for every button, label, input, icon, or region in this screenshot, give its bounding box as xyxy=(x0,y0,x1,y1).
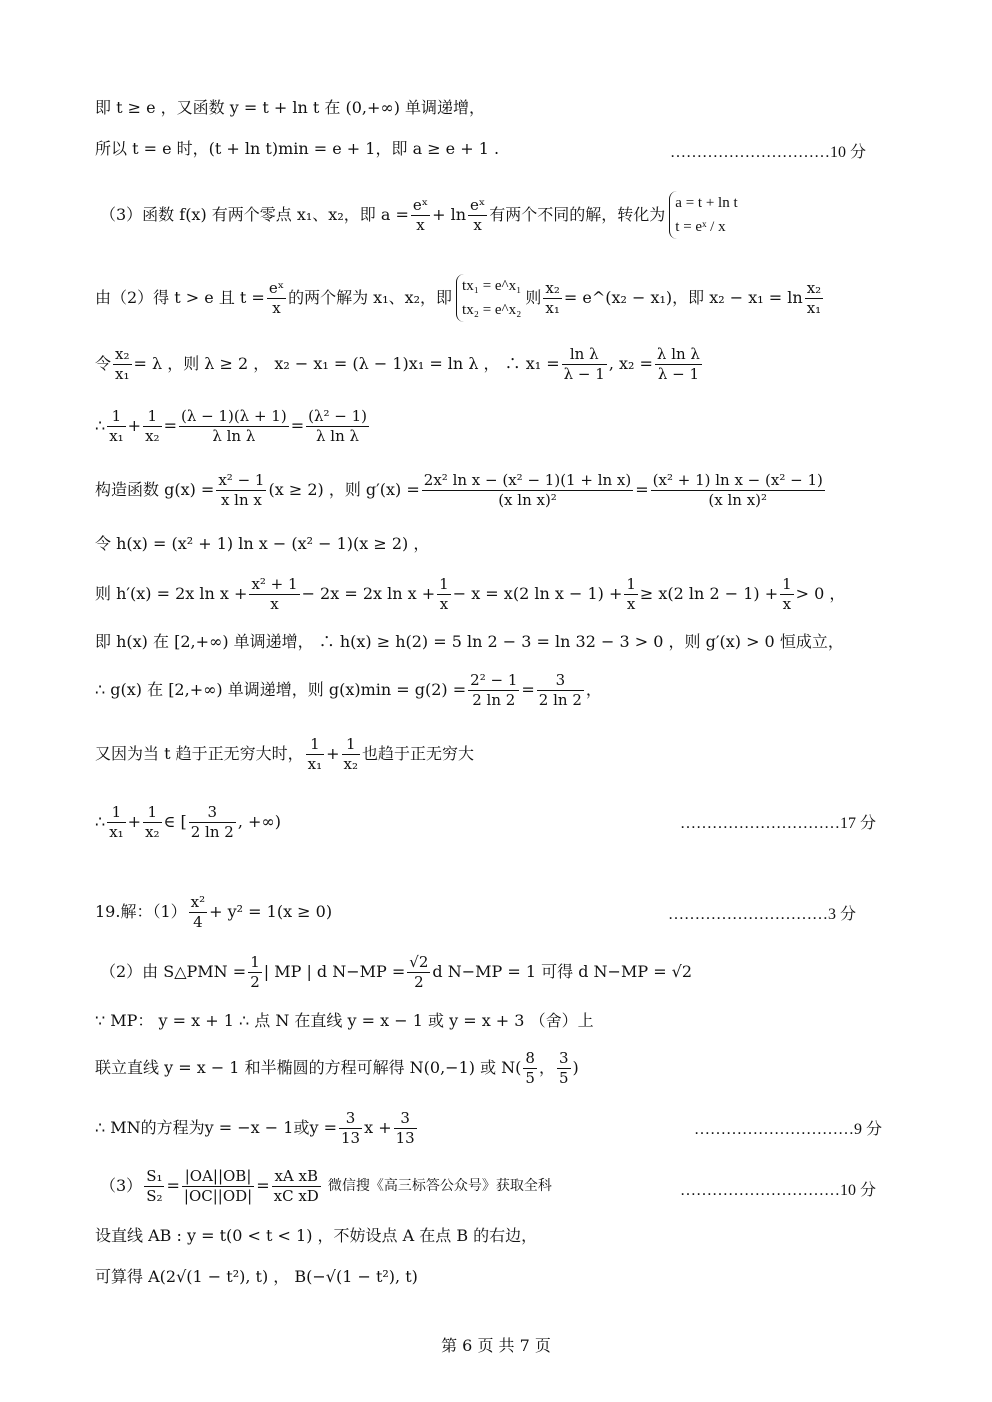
line-12 xyxy=(95,732,474,776)
fraction: $\frac{\text{ln λ}}{\lambda - 1}$ xyxy=(563,344,605,383)
line-19-3 xyxy=(95,1010,594,1032)
fraction: $\frac{\text{2² − 1}}{2 \ln 2}$ xyxy=(470,670,518,709)
fraction: $\frac{1}{\text{x₁}}$ xyxy=(109,406,124,445)
line-5 xyxy=(95,342,704,386)
fraction: $\frac{\text{x₂}}{\text{x₁}}$ xyxy=(806,278,822,317)
comma: ， xyxy=(585,680,602,699)
line-11 xyxy=(95,668,602,712)
plus: + xyxy=(326,744,340,763)
eq: = xyxy=(563,288,578,307)
ln: ln xyxy=(450,205,467,224)
text: d N−MP = 1 可得 d N−MP = √2 xyxy=(432,962,693,981)
text: 所以 t = e 时，(t + ln t)min = e + 1，即 a ≥ e + 1 . xyxy=(95,139,500,158)
text: 令 xyxy=(95,354,112,373)
line-3 xyxy=(100,180,742,250)
text: ∴ MN的方程为y = −x − 1或y = xyxy=(95,1118,337,1137)
line-7 xyxy=(95,468,827,512)
text: ∵ MP： y = x + 1 ∴ 点 N 在直线 y = x − 1 或 y = x + 3 （舍）上 xyxy=(95,1011,594,1030)
text: ) xyxy=(572,1058,579,1077)
text: 19.解：（1） xyxy=(95,902,187,921)
fraction: $\frac{\text{x₂}}{\text{x₁}}$ xyxy=(545,278,560,317)
line-1 xyxy=(95,97,485,119)
fraction: $\frac{\text{x² − 1}}{\text{x ln x}}$ xyxy=(218,470,265,509)
text: 即 h(x) 在 [2,+∞) 单调递增， ∴ h(x) ≥ h(2) = 5 ln 2 − 3 = ln 32 − 3 > 0 ，则 g′(x) > 0 恒成立， xyxy=(95,632,844,651)
eq: = xyxy=(256,1176,270,1195)
fraction: $\frac{\text{λ ln λ}}{\lambda - 1}$ xyxy=(656,344,700,383)
text: 构造函数 g(x) = xyxy=(95,480,215,499)
fraction: $\frac{\text{x² + 1}}{x}$ xyxy=(251,574,298,613)
fraction: $\frac{3}{13}$ xyxy=(395,1108,415,1147)
eq: = xyxy=(521,680,535,699)
fraction: $\frac{\text{eˣ}}{x}$ xyxy=(412,195,429,234)
fraction: $\frac{\text{2x² ln x − (x² − 1)(1 + ln x)}}{\text{(x ln x)²}}$ xyxy=(423,470,632,509)
line-19-8 xyxy=(95,1266,418,1288)
text: 有两个不同的解，转化为 xyxy=(489,205,666,224)
text: (x ≥ 2) ，则 g′(x) = xyxy=(268,480,420,499)
wechat-note: 微信搜《高三标答公众号》获取全科 xyxy=(327,1178,552,1194)
fraction: $\frac{3}{5}$ xyxy=(558,1048,569,1087)
line-19-6 xyxy=(100,1164,552,1208)
text: ∈ [ xyxy=(163,812,187,831)
text: − 2x = 2x ln x + xyxy=(301,584,436,603)
text: 则 xyxy=(525,288,542,307)
fraction: $\frac{3}{2 \ln 2}$ xyxy=(538,670,582,709)
comma: ， xyxy=(538,1058,555,1077)
text: , x₂ = xyxy=(608,354,653,373)
fraction: $\frac{8}{5}$ xyxy=(525,1048,535,1087)
text: （3） xyxy=(100,1176,143,1195)
fraction: $\frac{1}{x}$ xyxy=(782,574,792,613)
fraction: $\frac{1}{x}$ xyxy=(439,574,449,613)
line-19-2 xyxy=(100,950,692,994)
fraction: $\frac{\text{x²}}{4}$ xyxy=(190,892,206,931)
score: …………………………10 分 xyxy=(680,1182,877,1199)
line-4 xyxy=(95,270,825,326)
line-8 xyxy=(95,533,429,555)
fraction: $\frac{1}{\text{x₂}}$ xyxy=(145,802,160,841)
text: 设直线 AB : y = t(0 < t < 1) ，不妨设点 A 在点 B 的右边， xyxy=(95,1226,538,1245)
text: 又因为当 t 趋于正无穷大时， xyxy=(95,744,304,763)
eq: = xyxy=(635,480,649,499)
text: ，即 x₂ − x₁ = ln xyxy=(672,288,803,307)
text: 由（2）得 t > e 且 t = xyxy=(95,288,265,307)
line-19-5 xyxy=(95,1106,419,1150)
score-10-a xyxy=(670,139,866,162)
fraction: $\frac{1}{\text{x₂}}$ xyxy=(343,734,358,773)
text: | MP | d N−MP = xyxy=(263,962,406,981)
score: …………………………17 分 xyxy=(680,815,877,832)
line-6 xyxy=(95,404,371,448)
plus: + xyxy=(432,205,446,224)
score-10-b xyxy=(680,1177,876,1200)
text: 则 h′(x) = 2x ln x + xyxy=(95,584,248,603)
fraction: $\frac{\text{xA xB}}{\text{xC xD}}$ xyxy=(273,1166,319,1205)
line-13 xyxy=(95,800,281,844)
score: …………………………3 分 xyxy=(668,906,857,923)
text: 也趋于正无穷大 xyxy=(361,744,474,763)
fraction: $\frac{\text{eˣ}}{x}$ xyxy=(470,195,486,234)
fraction: $\frac{1}{\text{x₁}}$ xyxy=(307,734,323,773)
fraction: $\frac{1}{\text{x₁}}$ xyxy=(109,802,124,841)
eq: = xyxy=(166,1176,180,1195)
text: − x = x(2 ln x − 1) + xyxy=(452,584,623,603)
eq: = xyxy=(163,416,177,435)
text: ∴ g(x) 在 [2,+∞) 单调递增，则 g(x)min = g(2) = xyxy=(95,680,467,699)
text: 联立直线 y = x − 1 和半椭圆的方程可解得 N(0,−1) 或 N( xyxy=(95,1058,522,1077)
score-17 xyxy=(680,810,876,833)
score-3 xyxy=(668,901,856,924)
exp: e^(x₂ − x₁) xyxy=(582,288,673,307)
line-19-4 xyxy=(95,1046,579,1090)
page-footer: 第 6 页 共 7 页 xyxy=(441,1336,551,1355)
line-10 xyxy=(95,631,844,653)
text: ∴ xyxy=(95,416,106,435)
fraction: $\frac{(\lambda - 1)(\lambda + 1)}{\text{λ ln λ}}$ xyxy=(180,406,287,445)
eq: = xyxy=(290,416,305,435)
text: + y² = 1(x ≥ 0) xyxy=(209,902,333,921)
fraction: $\frac{3}{13}$ xyxy=(341,1108,361,1147)
fraction: $\frac{\text{(x² + 1) ln x − (x² − 1)}}{\text{(x ln x)²}}$ xyxy=(652,470,823,509)
line-19-7 xyxy=(95,1225,537,1247)
fraction: $\frac{\text{eˣ}}{x}$ xyxy=(268,278,285,317)
text: 的两个解为 x₁、x₂，即 xyxy=(288,288,453,307)
fraction: $\frac{√2}{2}$ xyxy=(409,952,429,991)
text: = λ ，则 λ ≥ 2 ， x₂ − x₁ = (λ − 1)x₁ = ln λ ， ∴ x₁ = xyxy=(133,354,560,373)
fraction: $\frac{|OA||OB|}{|OC||OD|}$ xyxy=(183,1166,253,1205)
fraction: $\frac{1}{2}$ xyxy=(250,952,260,991)
equation-system-2: tx₁ = e^x₁ tx₂ = e^x₂ xyxy=(456,274,521,322)
text: 令 h(x) = (x² + 1) ln x − (x² − 1)(x ≥ 2) ， xyxy=(95,534,430,553)
score-9 xyxy=(694,1116,882,1139)
plus: + xyxy=(127,416,142,435)
text: 可算得 A(2√(1 − t²), t) ， B(−√(1 − t²), t) xyxy=(95,1267,418,1286)
fraction: $\frac{3}{2 \ln 2}$ xyxy=(190,802,234,841)
text: x + xyxy=(364,1118,392,1137)
text: ∴ xyxy=(95,812,106,831)
text: （2）由 S△PMN = xyxy=(100,962,247,981)
fraction: $\frac{\text{(λ² − 1)}}{\text{λ ln λ}}$ xyxy=(308,406,367,445)
text: , +∞) xyxy=(237,812,281,831)
fraction: $\frac{\text{x₂}}{\text{x₁}}$ xyxy=(115,344,130,383)
fraction: $\frac{1}{\text{x₂}}$ xyxy=(145,406,160,445)
line-9 xyxy=(95,572,845,616)
line-19-1 xyxy=(95,890,332,934)
text: （3）函数 f(x) 有两个零点 x₁、x₂，即 a = xyxy=(100,205,409,224)
plus: + xyxy=(127,812,142,831)
line-2 xyxy=(95,138,499,160)
fraction: $\frac{\text{S₁}}{\text{S₂}}$ xyxy=(146,1166,163,1205)
fraction: $\frac{1}{x}$ xyxy=(626,574,636,613)
text: > 0 ， xyxy=(795,584,846,603)
score: …………………………10 分 xyxy=(670,144,867,161)
score: …………………………9 分 xyxy=(694,1121,883,1138)
equation-system-1: a = t + ln t t = eˣ / x xyxy=(669,191,737,239)
text: 即 t ≥ e ，又函数 y = t + ln t 在 (0,+∞) 单调递增， xyxy=(95,98,486,117)
text: ≥ x(2 ln 2 − 1) + xyxy=(639,584,779,603)
